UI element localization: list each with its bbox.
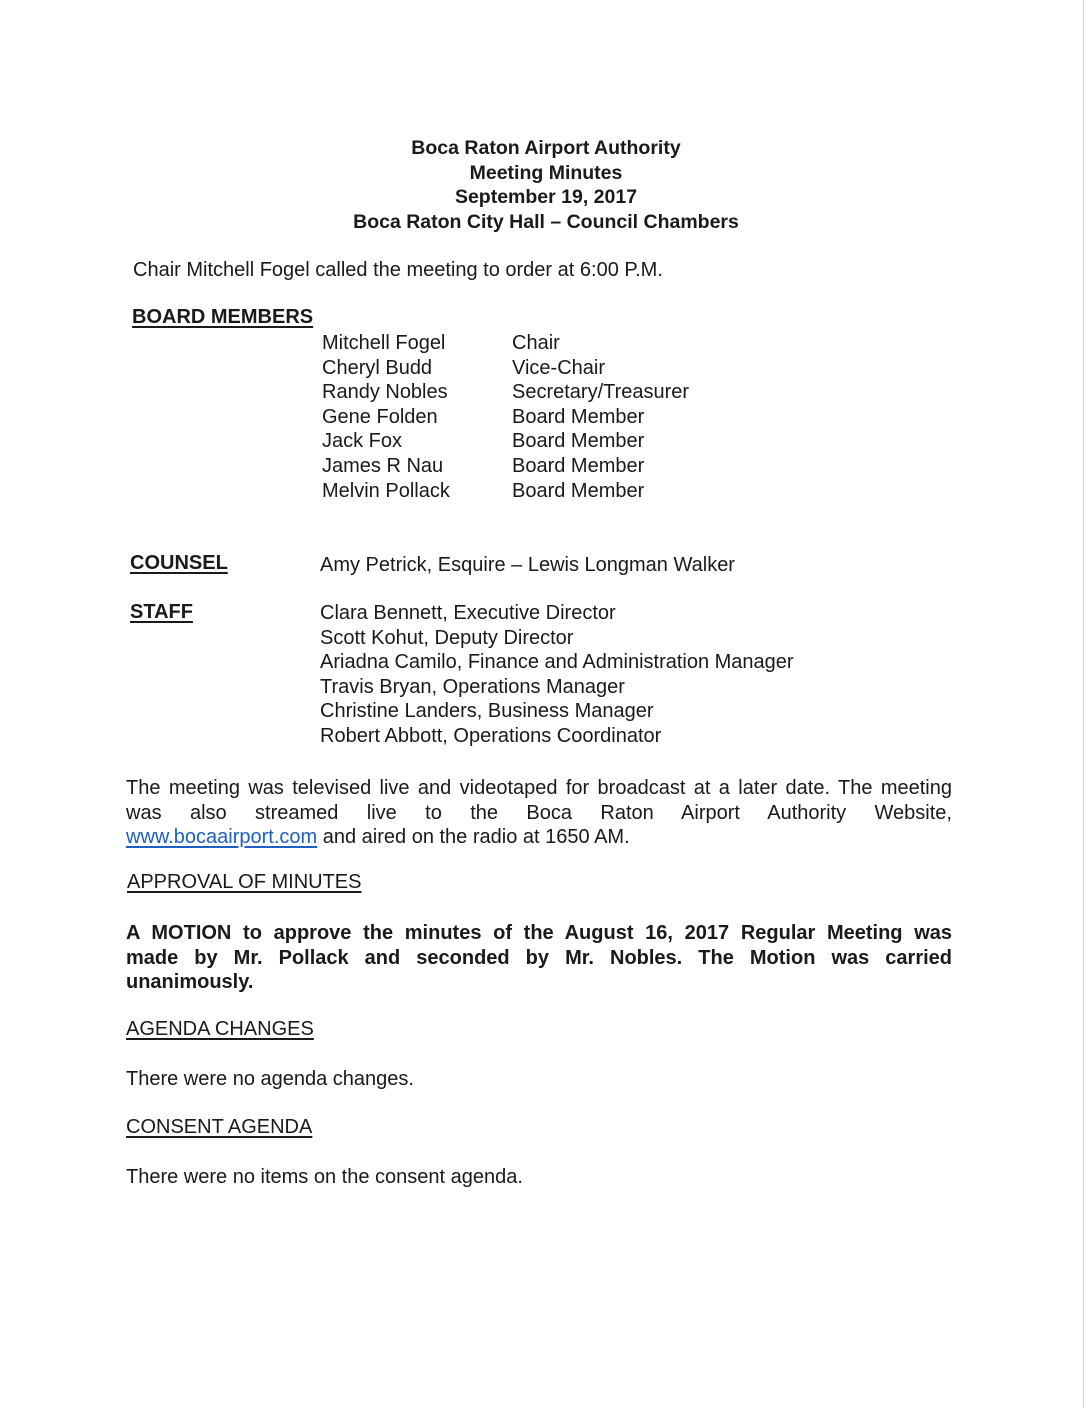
broadcast-paragraph — [126, 776, 952, 850]
org-title: Boca Raton Airport Authority — [411, 137, 681, 159]
board-member-name: James R Nau — [322, 454, 444, 477]
staff-member: Robert Abbott, Operations Coordinator — [320, 724, 662, 747]
board-member-role: Board Member — [512, 430, 645, 453]
staff-member: Scott Kohut, Deputy Director — [320, 626, 574, 649]
staff-member: Ariadna Camilo, Finance and Administration Manager — [320, 651, 794, 674]
meeting-location: Boca Raton City Hall – Council Chambers — [353, 211, 739, 234]
board-member-roles — [512, 331, 689, 503]
broadcast-line: The meeting was televised live and videotaped for broadcast at a later date. The meeting — [126, 777, 952, 799]
agenda-changes-text: There were no agenda changes. — [126, 1068, 414, 1090]
motion-line: made by Mr. Pollack and seconded by Mr. Nobles. The Motion was carried — [126, 946, 952, 969]
board-member-name: Mitchell Fogel — [322, 332, 446, 354]
board-member-role: Board Member — [512, 405, 645, 428]
document-header — [0, 136, 1088, 235]
board-member-role: Board Member — [512, 454, 645, 477]
board-member-role: Board Member — [512, 479, 645, 502]
board-member-name: Randy Nobles — [322, 381, 448, 404]
broadcast-line — [126, 825, 952, 850]
website-link[interactable]: www.bocaairport.com — [126, 826, 318, 849]
staff-member: Clara Bennett, Executive Director — [320, 602, 616, 624]
board-member-role: Secretary/Treasurer — [512, 381, 690, 404]
motion-line: unanimously. — [126, 971, 254, 994]
board-member-role: Chair — [512, 332, 560, 354]
staff-list — [320, 601, 794, 749]
board-member-names — [322, 331, 450, 503]
meeting-date: September 19, 2017 — [454, 186, 638, 209]
staff-member: Christine Landers, Business Manager — [320, 700, 654, 723]
approval-motion — [126, 921, 952, 995]
motion-line: A MOTION to approve the minutes of the August 16, 2017 Regular Meeting was — [126, 922, 952, 944]
board-member-name: Cheryl Budd — [322, 356, 433, 379]
board-member-name: Melvin Pollack — [322, 479, 450, 502]
call-to-order: Chair Mitchell Fogel called the meeting to order at 6:00 P.M. — [133, 259, 663, 281]
broadcast-line-rest: and aired on the radio at 1650 AM. — [317, 826, 630, 849]
staff-member: Travis Bryan, Operations Manager — [320, 675, 625, 698]
board-members-heading: BOARD MEMBERS — [132, 306, 314, 328]
consent-agenda-heading: CONSENT AGENDA — [126, 1116, 313, 1138]
staff-heading: STAFF — [130, 601, 193, 623]
board-member-name: Jack Fox — [322, 430, 403, 453]
approval-of-minutes-heading: APPROVAL OF MINUTES — [127, 871, 362, 893]
consent-agenda-text: There were no items on the consent agenda. — [126, 1166, 523, 1188]
doc-type-title: Meeting Minutes — [469, 161, 623, 184]
counsel-heading: COUNSEL — [130, 552, 228, 574]
board-member-name: Gene Folden — [322, 405, 438, 428]
agenda-changes-heading: AGENDA CHANGES — [126, 1018, 314, 1040]
broadcast-line: was also streamed live to the Boca Raton Airport Authority Website, — [126, 801, 952, 824]
counsel-text: Amy Petrick, Esquire – Lewis Longman Walker — [320, 554, 735, 576]
board-member-role: Vice-Chair — [512, 356, 605, 379]
